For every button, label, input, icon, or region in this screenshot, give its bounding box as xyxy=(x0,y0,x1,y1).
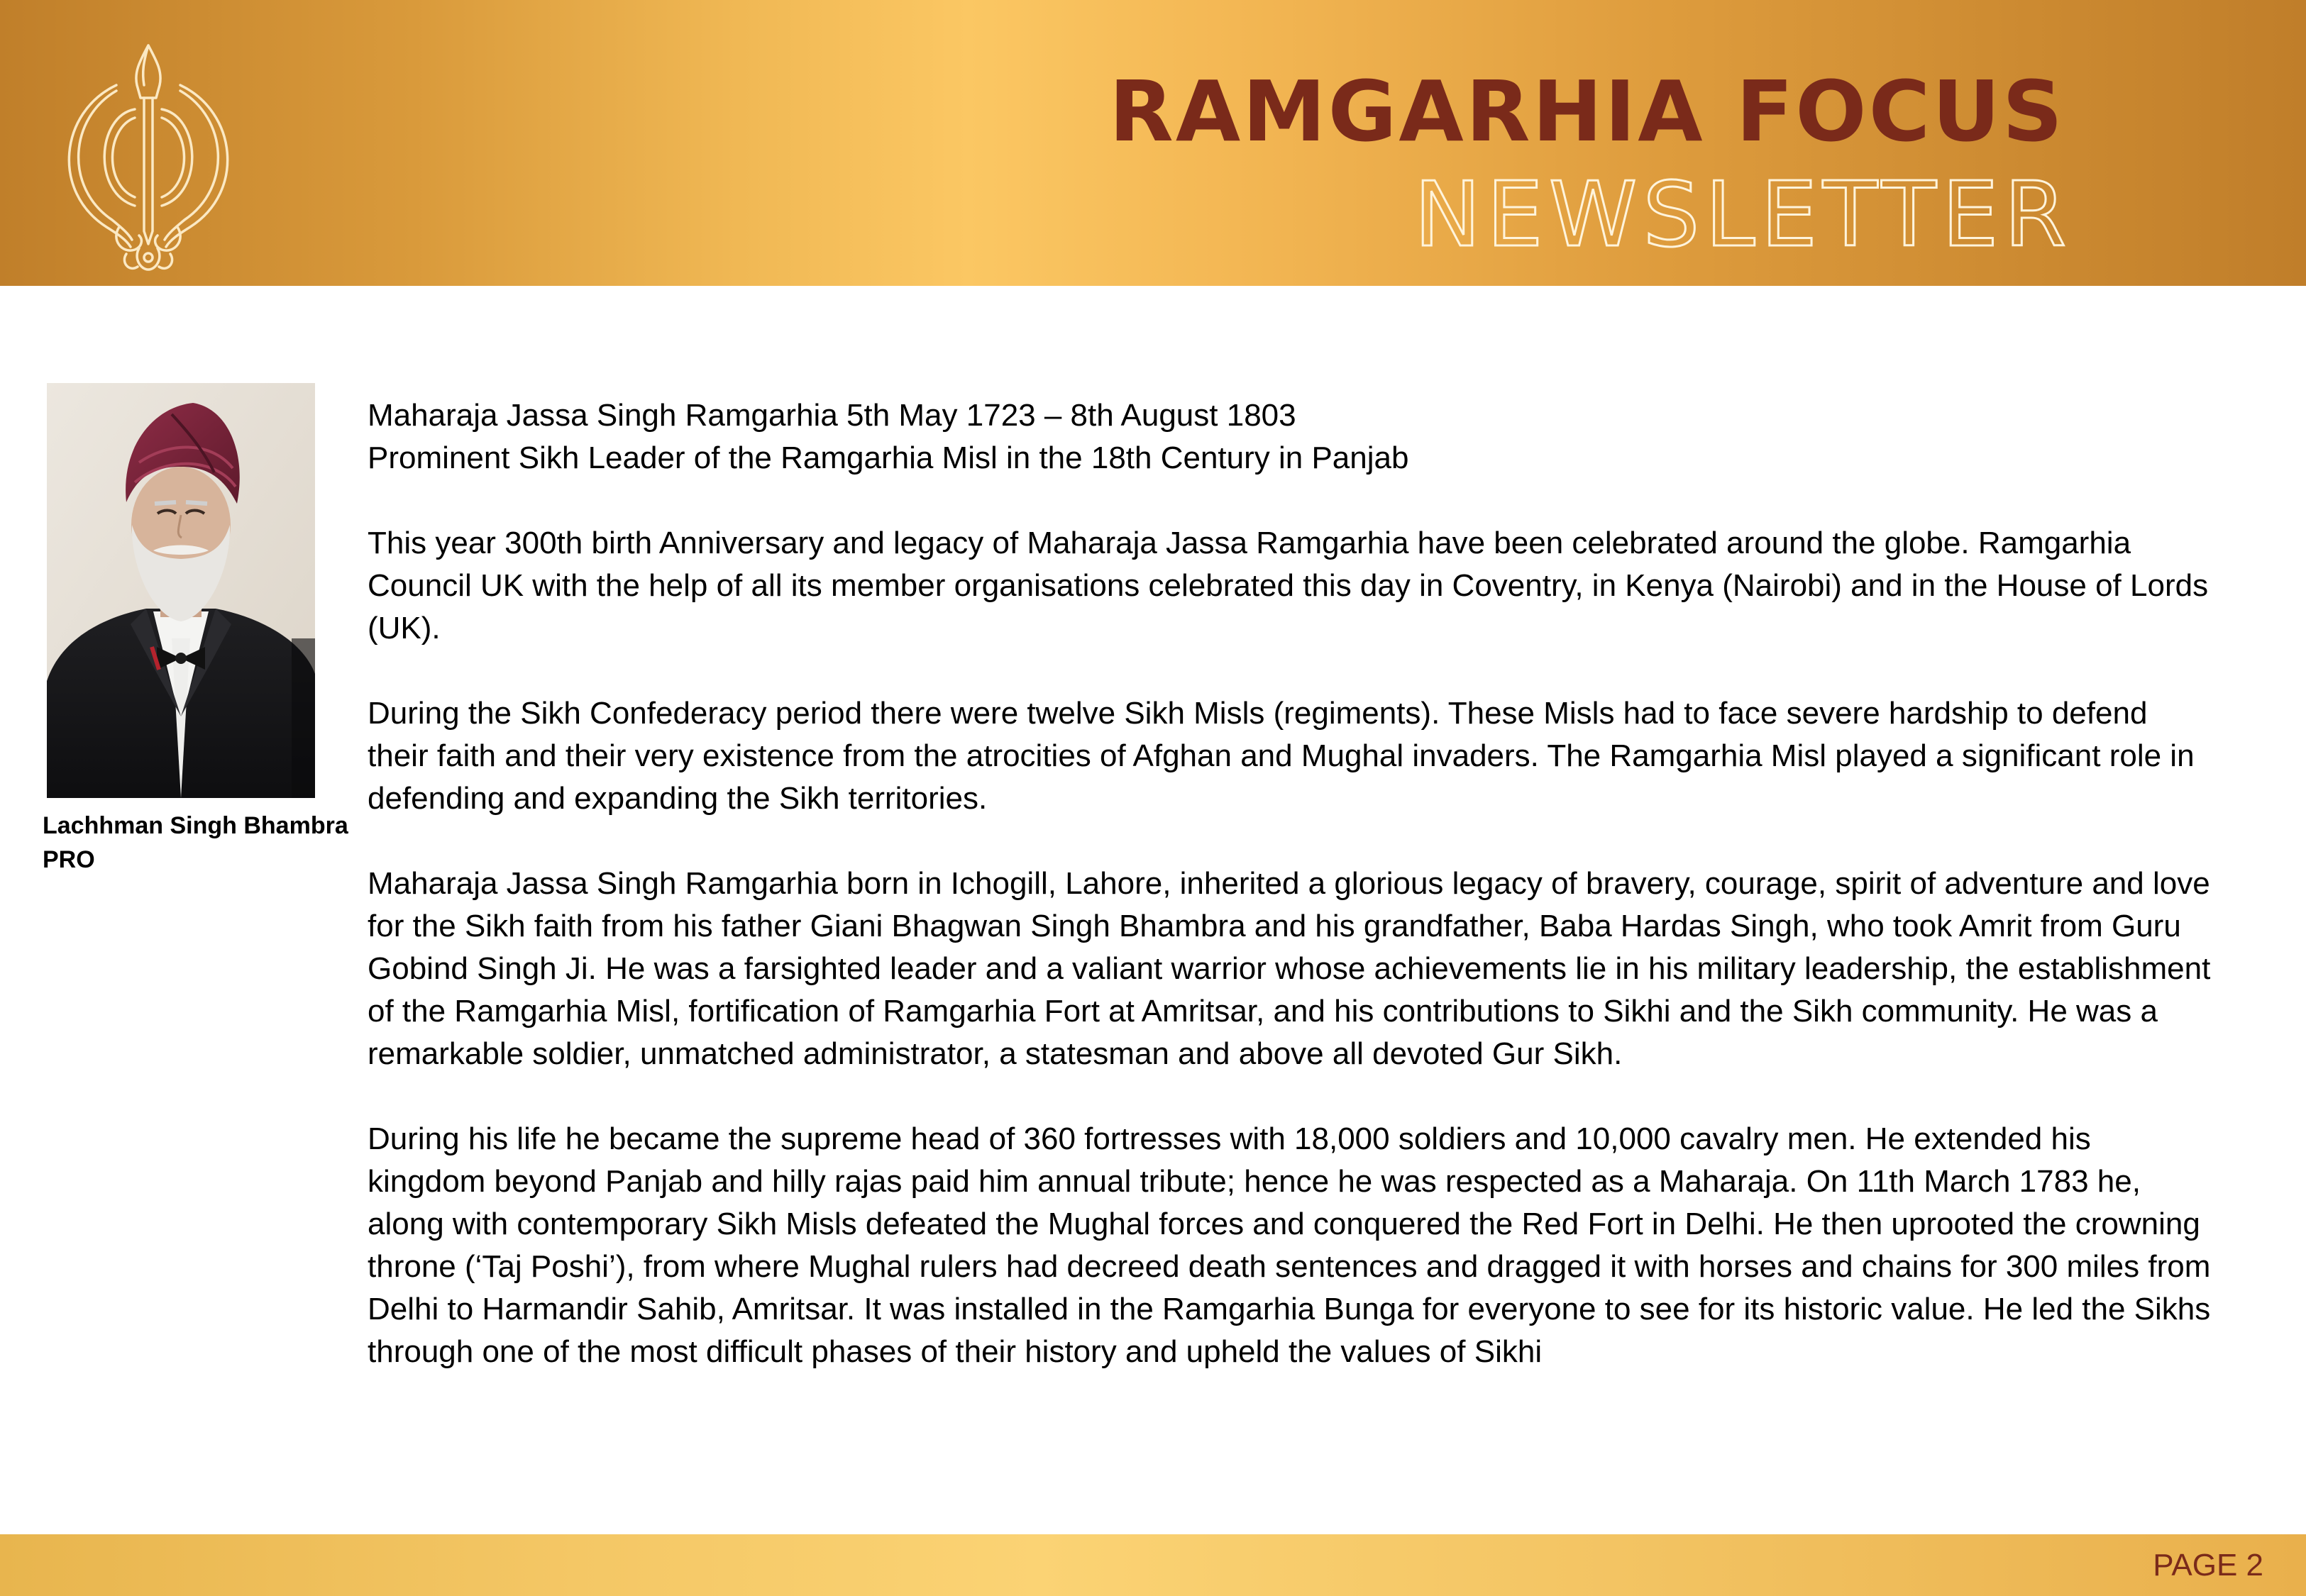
page-footer xyxy=(0,1534,2306,1596)
page-number: PAGE 2 xyxy=(2153,1548,2263,1583)
newsletter-title: RAMGARHIA FOCUS xyxy=(1108,62,2065,160)
article-heading-line-1: Maharaja Jassa Singh Ramgarhia 5th May 1723 – 8th August 1803 xyxy=(368,398,1296,433)
article-paragraph-1: This year 300th birth Anniversary and legacy of Maharaja Jassa Ramgarhia have been celebrated around the globe. Ramgarhia Council UK with the help of all its member organisations celebrated this day in Coventry, in Kenya (Nairobi) and in the House of Lords (UK). xyxy=(368,526,2209,645)
khanda-icon xyxy=(51,41,246,279)
article-body xyxy=(368,394,2212,1416)
article-heading-line-2: Prominent Sikh Leader of the Ramgarhia Misl in the 18th Century in Panjab xyxy=(368,440,1409,475)
author-name: Lachhman Singh Bhambra xyxy=(43,812,348,839)
article-heading xyxy=(368,394,2212,480)
article-paragraph-2: During the Sikh Confederacy period there were twelve Sikh Misls (regiments). These Misls had to face severe hardship to defend their faith and their very existence from the atrocities of Afghan and Mughal invaders. The Ramgarhia Misl played a significant role in defending and expanding the Sikh territories. xyxy=(368,696,2195,816)
author-portrait xyxy=(47,383,315,798)
article-paragraph-4: During his life he became the supreme head of 360 fortresses with 18,000 soldiers and 10,000 cavalry men. He extended his kingdom beyond Panjab and hilly rajas paid him annual tribute; hence he was respected as a Maharaja. On 11th March 1783 he, along with contemporary Sikh Misls defeated the Mughal forces and conquered the Red Fort in Delhi. He then uprooted the crowning throne (‘Taj Poshi’), from where Mughal rulers had decreed death sentences and dragged it with horses and chains for 300 miles from Delhi to Harmandir Sahib, Amritsar. It was installed in the Ramgarhia Bunga for everyone to see for its historic value. He led the Sikhs through one of the most difficult phases of their history and upheld the values of Sikhi xyxy=(368,1121,2211,1369)
newsletter-subtitle: NEWSLETTER xyxy=(1413,162,2072,267)
author-role: PRO xyxy=(43,846,95,873)
newsletter-header xyxy=(0,0,2306,286)
author-photo xyxy=(47,383,315,798)
article-paragraph-3: Maharaja Jassa Singh Ramgarhia born in Ichogill, Lahore, inherited a glorious legacy of bravery, courage, spirit of adventure and love for the Sikh faith from his father Giani Bhagwan Singh Bhambra and his grandfather, Baba Hardas Singh, who took Amrit from Guru Gobind Singh Ji. He was a farsighted leader and a valiant warrior whose achievements lie in his military leadership, the establishment of the Ramgarhia Misl, fortification of Ramgarhia Fort at Amritsar, and his contributions to Sikhi and the Sikh community. He was a remarkable soldier, unmatched administrator, a statesman and above all devoted Gur Sikh. xyxy=(368,866,2211,1071)
